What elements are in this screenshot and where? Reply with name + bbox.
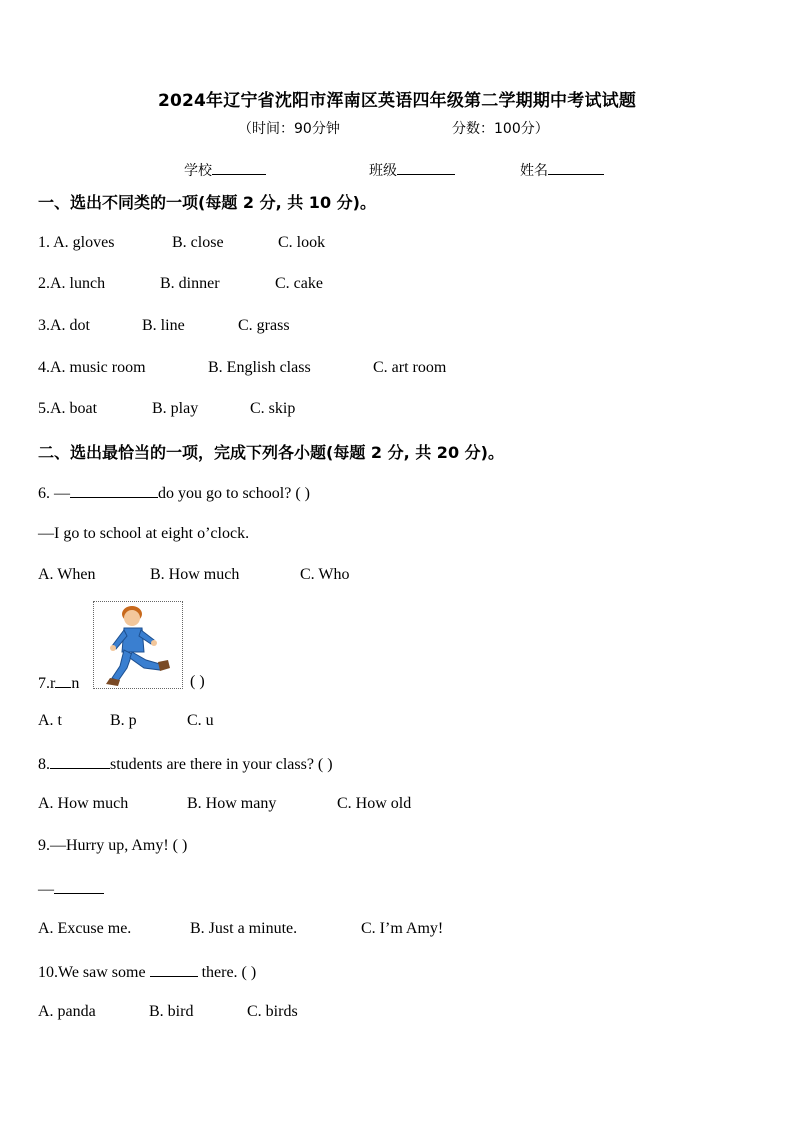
q6-prefix: 6. — bbox=[38, 485, 70, 502]
q7-option-a: A. t bbox=[38, 712, 62, 729]
q7-option-c: C. u bbox=[187, 712, 214, 729]
q9-answer-line bbox=[38, 879, 104, 899]
q6-blank bbox=[70, 483, 158, 498]
q3-option-c: C. grass bbox=[238, 317, 290, 334]
q10-option-a: A. panda bbox=[38, 1003, 96, 1020]
q1-option-a: 1. A. gloves bbox=[38, 234, 115, 251]
q10-suffix: there. ( ) bbox=[197, 964, 257, 981]
q8-suffix: students are there in your class? ( ) bbox=[110, 756, 333, 773]
q5-option-b: B. play bbox=[152, 400, 199, 417]
question-8 bbox=[38, 754, 333, 774]
question-7 bbox=[38, 673, 79, 693]
name-label: 姓名 bbox=[520, 163, 548, 179]
question-5 bbox=[38, 400, 295, 418]
q4-option-a: 4.A. music room bbox=[38, 359, 146, 376]
q6-option-a: A. When bbox=[38, 566, 96, 583]
school-blank bbox=[212, 160, 266, 175]
school-label: 学校 bbox=[184, 163, 212, 179]
section2-heading: 二、选出最恰当的一项，完成下列各小题(每题 2 分, 共 20 分)。 bbox=[38, 443, 504, 462]
q4-option-c: C. art room bbox=[373, 359, 447, 376]
question-4 bbox=[38, 359, 446, 377]
q9-dash: — bbox=[38, 881, 54, 898]
q5-option-a: 5.A. boat bbox=[38, 400, 98, 417]
section1-heading: 一、选出不同类的一项(每题 2 分, 共 10 分)。 bbox=[38, 193, 376, 212]
question-9: 9.—Hurry up, Amy! ( ) bbox=[38, 837, 188, 854]
q8-prefix: 8. bbox=[38, 756, 50, 773]
q2-option-c: C. cake bbox=[275, 275, 323, 292]
q3-option-a: 3.A. dot bbox=[38, 317, 90, 334]
class-label: 班级 bbox=[369, 163, 397, 179]
q10-blank bbox=[150, 962, 198, 977]
q1-option-b: B. close bbox=[172, 234, 224, 251]
q8-option-a: A. How much bbox=[38, 795, 129, 812]
question-3 bbox=[38, 317, 290, 335]
q2-option-b: B. dinner bbox=[160, 275, 220, 292]
q7-prefix: 7.r bbox=[38, 675, 56, 692]
page-title: 2024年辽宁省沈阳市浑南区英语四年级第二学期期中考试试题 bbox=[157, 91, 637, 111]
q10-option-b: B. bird bbox=[149, 1003, 194, 1020]
q9-option-c: C. I’m Amy! bbox=[361, 920, 444, 937]
q7-blank bbox=[55, 673, 71, 688]
q9-option-b: B. Just a minute. bbox=[190, 920, 298, 937]
name-blank bbox=[548, 160, 604, 175]
score-info: 分数：100分） bbox=[452, 121, 549, 137]
q8-option-c: C. How old bbox=[337, 795, 412, 812]
q5-option-c: C. skip bbox=[250, 400, 296, 417]
q10-options bbox=[38, 1003, 298, 1021]
q4-option-b: B. English class bbox=[208, 359, 311, 376]
question-2 bbox=[38, 275, 323, 293]
question-1 bbox=[38, 234, 325, 252]
q8-option-b: B. How many bbox=[187, 795, 277, 812]
q10-option-c: C. birds bbox=[247, 1003, 298, 1020]
name-field bbox=[520, 160, 604, 180]
q6-option-c: C. Who bbox=[300, 566, 350, 583]
running-boy-image bbox=[93, 601, 183, 689]
q8-options bbox=[38, 795, 411, 813]
time-info: （时间：90分钟 bbox=[238, 121, 340, 137]
q8-blank bbox=[50, 754, 110, 769]
q6-option-b: B. How much bbox=[150, 566, 240, 583]
q9-blank bbox=[54, 879, 104, 894]
class-field bbox=[369, 160, 455, 180]
q3-option-b: B. line bbox=[142, 317, 185, 334]
q10-prefix: 10.We saw some bbox=[38, 964, 150, 981]
q9-options bbox=[38, 920, 443, 938]
class-blank bbox=[397, 160, 455, 175]
q7-options bbox=[38, 712, 214, 730]
q6-suffix: do you go to school? ( ) bbox=[158, 485, 310, 502]
question-6 bbox=[38, 483, 310, 503]
q7-mid: n bbox=[71, 675, 80, 692]
q2-option-a: 2.A. lunch bbox=[38, 275, 106, 292]
q1-option-c: C. look bbox=[278, 234, 326, 251]
q6-options bbox=[38, 566, 349, 584]
question-10 bbox=[38, 962, 256, 982]
q7-paren: ( ) bbox=[190, 673, 205, 690]
q7-option-b: B. p bbox=[110, 712, 137, 729]
running-boy-icon bbox=[94, 602, 182, 688]
q9-option-a: A. Excuse me. bbox=[38, 920, 132, 937]
school-field bbox=[184, 160, 266, 180]
q6-answer-line: —I go to school at eight o’clock. bbox=[38, 525, 250, 542]
